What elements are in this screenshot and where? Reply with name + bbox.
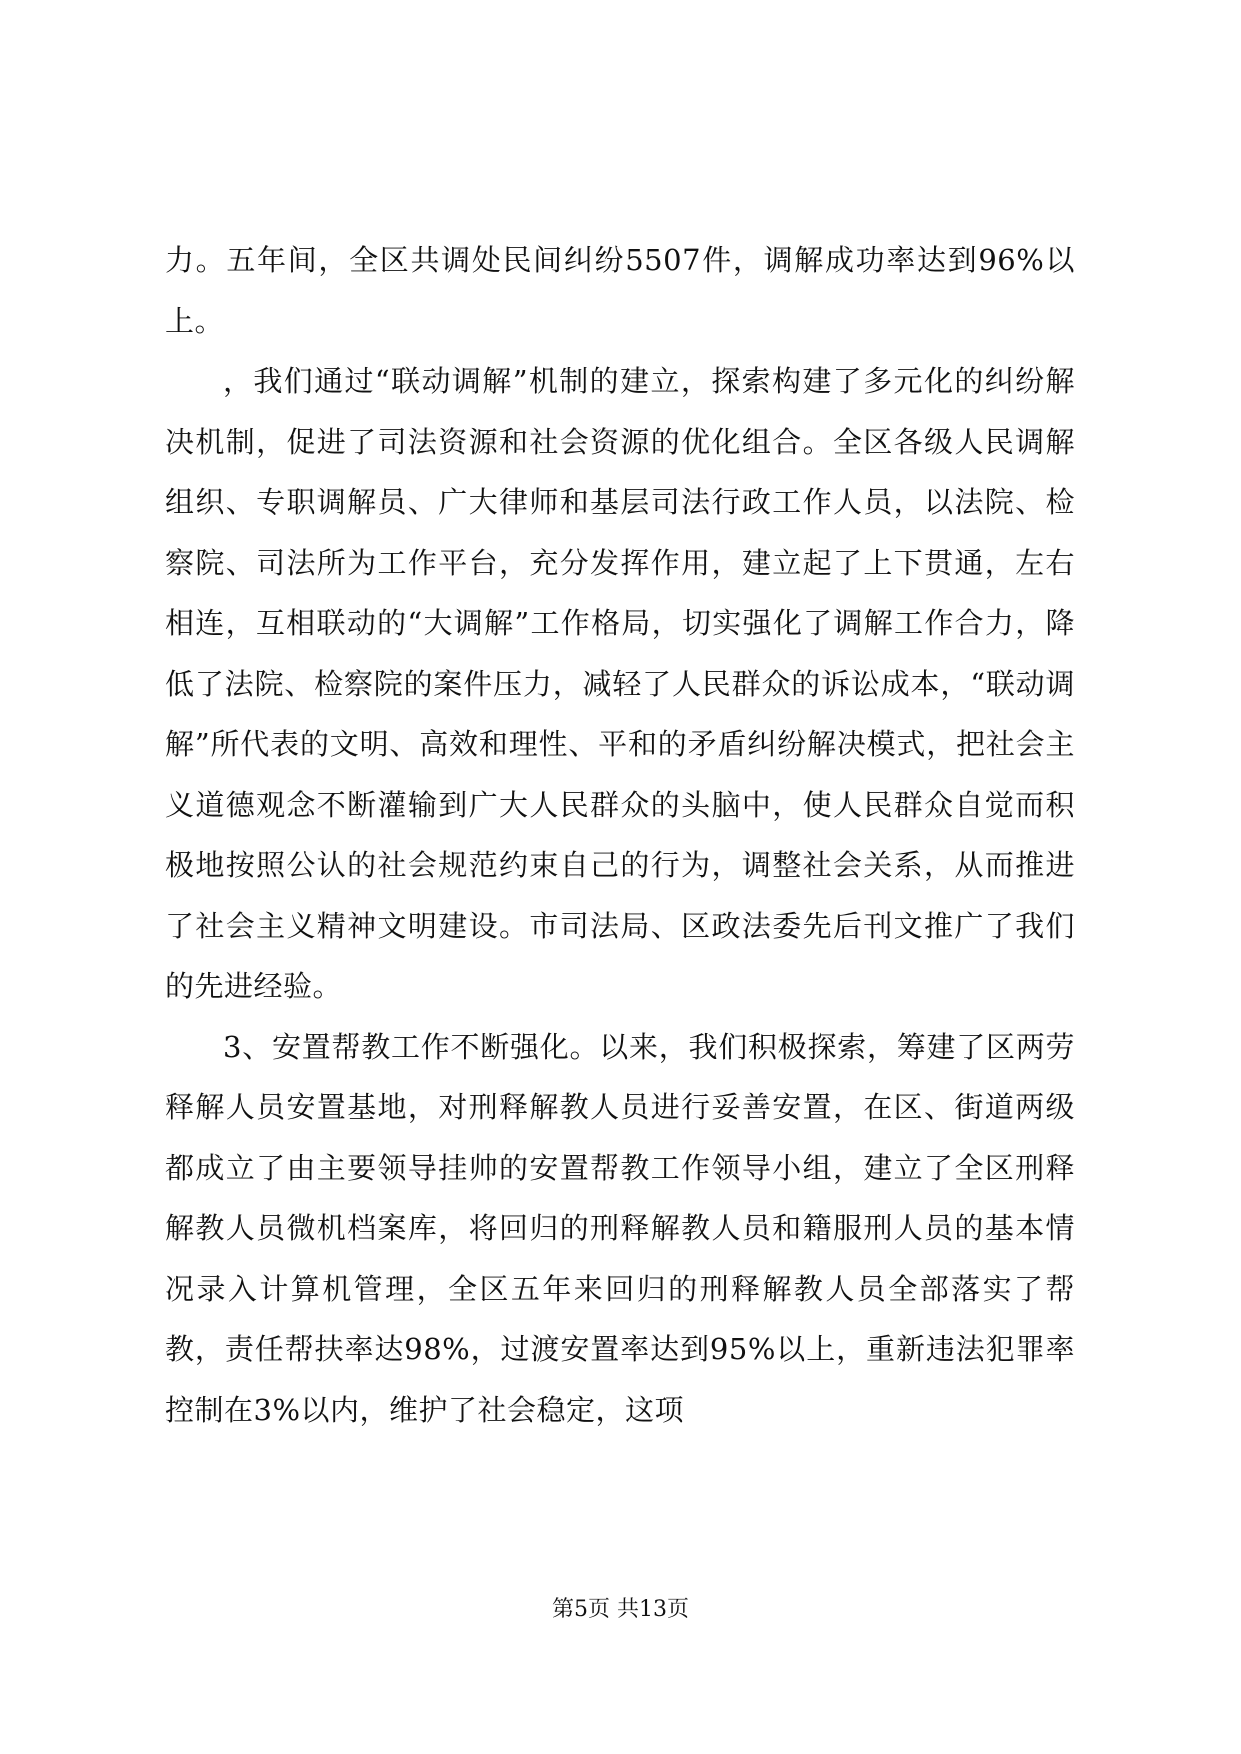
paragraph-continuation: 力。五年间，全区共调处民间纠纷5507件，调解成功率达到96%以上。: [165, 243, 1075, 338]
paragraph-resettlement: 3、安置帮教工作不断强化。以来，我们积极探索，筹建了区两劳释解人员安置基地，对刑释解教人员进行妥善安置，在区、街道两级都成立了由主要领导挂帅的安置帮教工作领导小组，建立了全区刑释解教人员微机档案库，将回归的刑释解教人员和籍服刑人员的基本情况录入计算机管理，全区五年来回归的刑释解教人员全部落实了帮教，责任帮扶率达98%，过渡安置率达到95%以上，重新违法犯罪率控制在3%以内，维护了社会稳定，这项: [165, 1029, 1075, 1427]
page-footer: 第5页 共13页: [552, 1597, 689, 1622]
paragraph-linked-mediation: ，我们通过“联动调解”机制的建立，探索构建了多元化的纠纷解决机制，促进了司法资源和社会资源的优化组合。全区各级人民调解组织、专职调解员、广大律师和基层司法行政工作人员，以法院、检察院、司法所为工作平台，充分发挥作用，建立起了上下贯通，左右相连，互相联动的“大调解”工作格局，切实强化了调解工作合力，降低了法院、检察院的案件压力，减轻了人民群众的诉讼成本，“联动调解”所代表的文明、高效和理性、平和的矛盾纠纷解决模式，把社会主义道德观念不断灌输到广大人民群众的头脑中，使人民群众自觉而积极地按照公认的社会规范约束自己的行为，调整社会关系，从而推进了社会主义精神文明建设。市司法局、区政法委先后刊文推广了我们的先进经验。: [165, 364, 1075, 1003]
document-body: [165, 230, 1075, 1440]
